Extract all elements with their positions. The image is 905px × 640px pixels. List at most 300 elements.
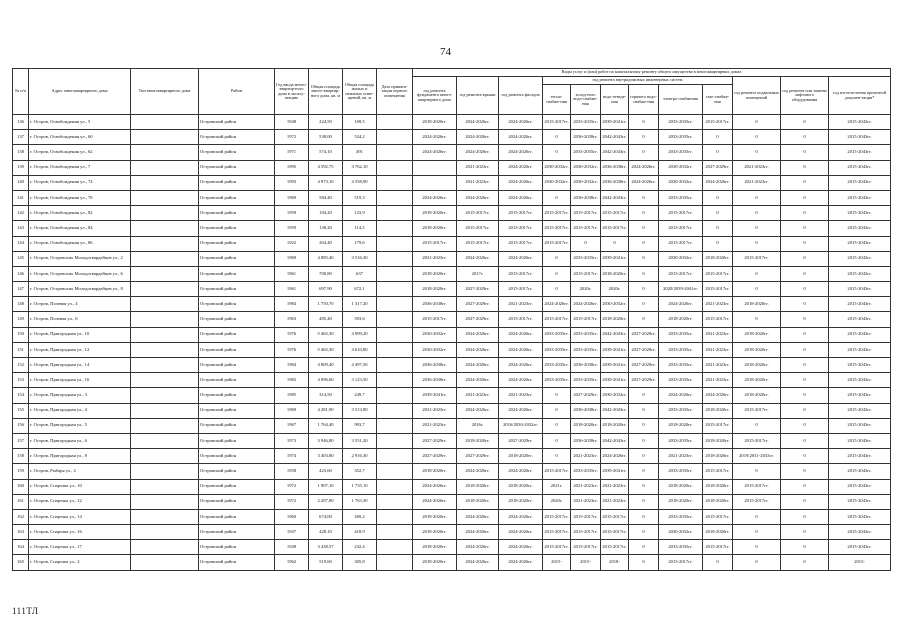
house-type-cell bbox=[131, 312, 199, 327]
cold-water-cell: 2015-2017гг. bbox=[571, 221, 601, 236]
gas-cell: 2027-2029гг. bbox=[703, 160, 733, 175]
total-area-cell: 697,90 bbox=[309, 282, 343, 297]
elevator-cell: 0 bbox=[781, 509, 829, 524]
foundation-cell bbox=[413, 175, 457, 190]
district-cell: Островский район bbox=[199, 418, 275, 433]
elevator-cell: 0 bbox=[781, 342, 829, 357]
electric-cell: 2024-2026гг. bbox=[659, 297, 703, 312]
address-cell: г. Остров, Освобождения ул., 76 bbox=[29, 190, 131, 205]
district-cell: Островский район bbox=[199, 190, 275, 205]
total-area-cell: 4 885,40 bbox=[309, 251, 343, 266]
electric-cell: 2033-2035гг. bbox=[659, 327, 703, 342]
docs-cell: 2015-2043гг. bbox=[829, 464, 891, 479]
sewer-cell: 2042-2043гг. bbox=[601, 190, 629, 205]
electric-cell: 2024-2026гг. bbox=[659, 388, 703, 403]
hot-water-cell: 0 bbox=[629, 221, 659, 236]
year-cell: 1963 bbox=[275, 312, 309, 327]
year-cell: 1972 bbox=[275, 130, 309, 145]
facade-cell: 2015-2017гг. bbox=[499, 282, 543, 297]
table-row bbox=[13, 266, 891, 281]
row-number: 154 bbox=[13, 388, 29, 403]
heat-cell: 2015-2017гг. bbox=[543, 464, 571, 479]
sewer-cell: 2039-2041гг. bbox=[601, 358, 629, 373]
table-row bbox=[13, 297, 891, 312]
facade-cell: 2015-2017гг. bbox=[499, 221, 543, 236]
house-type-cell bbox=[131, 388, 199, 403]
table-row bbox=[13, 494, 891, 509]
elevator-cell: 0 bbox=[781, 555, 829, 570]
docs-cell: 2015-2043гг. bbox=[829, 175, 891, 190]
header-roof: год ремонта крыши bbox=[457, 77, 499, 115]
sewer-cell: 2036-2038гг. bbox=[601, 175, 629, 190]
address-cell: г. Остров, Освобождения ул., 60 bbox=[29, 130, 131, 145]
basement-cell: 2018-2020гг. bbox=[733, 358, 781, 373]
cold-water-cell: 2024-2026гг. bbox=[571, 297, 601, 312]
roof-cell: 2018-2020гг. bbox=[457, 479, 499, 494]
year-cell: 1959 bbox=[275, 206, 309, 221]
foundation-cell: 2021-2023гг. bbox=[413, 418, 457, 433]
res-area-cell: 637 bbox=[343, 266, 377, 281]
docs-cell: 2015-2043гг. bbox=[829, 221, 891, 236]
gas-cell: 0 bbox=[703, 206, 733, 221]
cold-water-cell: 2015- bbox=[571, 555, 601, 570]
heat-cell: 2021г. bbox=[543, 479, 571, 494]
heat-cell: 2015-2017гг. bbox=[543, 206, 571, 221]
facade-cell: 2024-2026гг. bbox=[499, 358, 543, 373]
cold-water-cell: 2036-2038гг. bbox=[571, 403, 601, 418]
house-type-cell bbox=[131, 251, 199, 266]
docs-cell: 2015-2043гг. bbox=[829, 282, 891, 297]
facade-cell: 2015-2017гг. bbox=[499, 312, 543, 327]
gas-cell: 2021-2023гг. bbox=[703, 373, 733, 388]
roof-cell: 2027-2029гг. bbox=[457, 297, 499, 312]
table-row bbox=[13, 358, 891, 373]
total-area-cell: 423,60 bbox=[309, 464, 343, 479]
elevator-cell: 0 bbox=[781, 525, 829, 540]
sewer-cell: 2042-2043гг. bbox=[601, 130, 629, 145]
elevator-cell: 0 bbox=[781, 479, 829, 494]
basement-cell: 0 bbox=[733, 464, 781, 479]
row-number: 163 bbox=[13, 525, 29, 540]
total-area-cell: 700,80 bbox=[309, 266, 343, 281]
facade-cell: 2024-2026гг. bbox=[499, 251, 543, 266]
house-type-cell bbox=[131, 403, 199, 418]
year-cell: 1982 bbox=[275, 373, 309, 388]
address-cell: г. Остров, Освобождения ул., 62 bbox=[29, 145, 131, 160]
header-elevator: год ремонта или замены лифтового оборудования bbox=[781, 77, 829, 115]
res-area-cell: 3 123,50 bbox=[343, 373, 377, 388]
row-number: 144 bbox=[13, 236, 29, 251]
row-number: 164 bbox=[13, 540, 29, 555]
elevator-cell: 0 bbox=[781, 251, 829, 266]
basement-cell: 2018-2020гг. bbox=[733, 342, 781, 357]
sewer-cell: 2039-2041гг. bbox=[601, 342, 629, 357]
res-area-cell: 232,4 bbox=[343, 540, 377, 555]
year-cell: 1960 bbox=[275, 509, 309, 524]
foundation-cell bbox=[413, 160, 457, 175]
sewer-cell: 2015-2017гг. bbox=[601, 540, 629, 555]
year-cell: 1976 bbox=[275, 342, 309, 357]
foundation-cell: 2036-2038гг. bbox=[413, 358, 457, 373]
docs-cell: 2015-2043гг. bbox=[829, 525, 891, 540]
table-row bbox=[13, 221, 891, 236]
row-number: 152 bbox=[13, 358, 29, 373]
district-cell: Островский район bbox=[199, 297, 275, 312]
hot-water-cell: 0 bbox=[629, 251, 659, 266]
house-type-cell bbox=[131, 206, 199, 221]
address-cell: г. Остров, Полевая ул., 6 bbox=[29, 312, 131, 327]
facade-cell: 2024-2026гг. bbox=[499, 175, 543, 190]
res-area-cell: 305,8 bbox=[343, 555, 377, 570]
row-number: 146 bbox=[13, 266, 29, 281]
cold-water-cell: 2033-2035гг. bbox=[571, 342, 601, 357]
heat-cell: 0 bbox=[543, 418, 571, 433]
heat-cell: 0 bbox=[543, 282, 571, 297]
heat-cell: 2015-2017гг. bbox=[543, 221, 571, 236]
gas-cell: 0 bbox=[703, 145, 733, 160]
header-privat: Дата привати-зации первого помещения bbox=[377, 69, 413, 115]
header-address: Адрес многоквартирного дома bbox=[29, 69, 131, 115]
cold-water-cell: 2021-2023гг. bbox=[571, 479, 601, 494]
roof-cell: 2024-2026гг. bbox=[457, 373, 499, 388]
electric-cell: 2018-2020гг. bbox=[659, 479, 703, 494]
row-number: 158 bbox=[13, 449, 29, 464]
row-number: 148 bbox=[13, 297, 29, 312]
docs-cell: 2015-2043гг. bbox=[829, 494, 891, 509]
electric-cell: 2018-2020гг. bbox=[659, 418, 703, 433]
res-area-cell: 524,2 bbox=[343, 130, 377, 145]
district-cell: Островский район bbox=[199, 236, 275, 251]
district-cell: Островский район bbox=[199, 433, 275, 448]
privat-cell bbox=[377, 145, 413, 160]
total-area-cell: 194,20 bbox=[309, 206, 343, 221]
facade-cell: 2024-2026гг. bbox=[499, 373, 543, 388]
cold-water-cell: 2015-2017гг. bbox=[571, 266, 601, 281]
cold-water-cell: 2036-2038гг. bbox=[571, 358, 601, 373]
elevator-cell: 0 bbox=[781, 206, 829, 221]
foundation-cell: 2024-2026гг. bbox=[413, 190, 457, 205]
docs-cell: 2015-2043гг. bbox=[829, 115, 891, 130]
docs-cell: 2015-2043гг. bbox=[829, 160, 891, 175]
total-area-cell: 2 207,80 bbox=[309, 494, 343, 509]
cold-water-cell: 2015-2017гг. bbox=[571, 525, 601, 540]
sewer-cell: 2039-2041гг. bbox=[601, 115, 629, 130]
electric-cell: 2021-2023гг. bbox=[659, 449, 703, 464]
docs-cell: 2015-2043гг. bbox=[829, 236, 891, 251]
header-hot-water: горячего водо-снабже-ния bbox=[629, 85, 659, 115]
foundation-cell: 2030-2032гг. bbox=[413, 327, 457, 342]
table-row bbox=[13, 433, 891, 448]
house-type-cell bbox=[131, 555, 199, 570]
district-cell: Островский район bbox=[199, 266, 275, 281]
address-cell: г. Остров, Спартака ул., 17 bbox=[29, 540, 131, 555]
roof-cell: 2021-2023гг. bbox=[457, 388, 499, 403]
heat-cell: 2015- bbox=[543, 555, 571, 570]
gas-cell: 2021-2023гг. bbox=[703, 342, 733, 357]
row-number: 137 bbox=[13, 130, 29, 145]
elevator-cell: 0 bbox=[781, 236, 829, 251]
foundation-cell: 2018-2020гг. bbox=[413, 266, 457, 281]
house-type-cell bbox=[131, 221, 199, 236]
facade-cell: 2024-2026гг. bbox=[499, 555, 543, 570]
res-area-cell: 1 763,30 bbox=[343, 494, 377, 509]
address-cell: г. Остров, Пригородная ул., 5 bbox=[29, 418, 131, 433]
cold-water-cell: 2018-2020гг. bbox=[571, 418, 601, 433]
sewer-cell: 2024-2026гг. bbox=[601, 449, 629, 464]
house-type-cell bbox=[131, 479, 199, 494]
electric-cell: 2030-2032гг. bbox=[659, 251, 703, 266]
district-cell: Островский район bbox=[199, 342, 275, 357]
hot-water-cell: 0 bbox=[629, 479, 659, 494]
hot-water-cell: 0 bbox=[629, 449, 659, 464]
district-cell: Островский район bbox=[199, 145, 275, 160]
gas-cell: 2015-2017гг. bbox=[703, 282, 733, 297]
roof-cell: 2027-2029гг. bbox=[457, 282, 499, 297]
privat-cell bbox=[377, 525, 413, 540]
header-cold-water: холод-ного водо-снабже-ния bbox=[571, 85, 601, 115]
district-cell: Островский район bbox=[199, 479, 275, 494]
table-row bbox=[13, 206, 891, 221]
address-cell: г. Остров, Освобождения ул., 84 bbox=[29, 221, 131, 236]
res-area-cell: 4 497,50 bbox=[343, 358, 377, 373]
address-cell: г. Остров, Спартака ул., 14 bbox=[29, 509, 131, 524]
cold-water-cell: 2027-2029гг. bbox=[571, 388, 601, 403]
table-row bbox=[13, 449, 891, 464]
roof-cell: 2024-2026гг. bbox=[457, 464, 499, 479]
table-row bbox=[13, 479, 891, 494]
hot-water-cell: 2024-2026гг. bbox=[629, 175, 659, 190]
house-type-cell bbox=[131, 509, 199, 524]
row-number: 149 bbox=[13, 312, 29, 327]
row-number: 159 bbox=[13, 464, 29, 479]
year-cell: 1959 bbox=[275, 221, 309, 236]
address-cell: г. Остров, Островских Молодогвардейцев ул., 6 bbox=[29, 266, 131, 281]
header-foundation: год ремонта фундамента много-квартирного дома bbox=[413, 77, 457, 115]
footer-code: 111ТЛ bbox=[12, 606, 39, 616]
address-cell: г. Остров, Рыбаря ул., 2 bbox=[29, 464, 131, 479]
elevator-cell: 0 bbox=[781, 433, 829, 448]
res-area-cell: 672,1 bbox=[343, 282, 377, 297]
table-row bbox=[13, 145, 891, 160]
hot-water-cell: 0 bbox=[629, 509, 659, 524]
heat-cell: 2033-2035гг. bbox=[543, 342, 571, 357]
docs-cell: 2015-2043гг. bbox=[829, 130, 891, 145]
page-number: 74 bbox=[440, 46, 451, 58]
cold-water-cell: 2015-2017гг. bbox=[571, 312, 601, 327]
elevator-cell: 0 bbox=[781, 464, 829, 479]
electric-cell: 2030-2032гг. bbox=[659, 160, 703, 175]
basement-cell: 0 bbox=[733, 130, 781, 145]
table-row bbox=[13, 175, 891, 190]
roof-cell: 2024-2026гг. bbox=[457, 555, 499, 570]
docs-cell: 2015-2043гг. bbox=[829, 297, 891, 312]
gas-cell: 0 bbox=[703, 190, 733, 205]
district-cell: Островский район bbox=[199, 251, 275, 266]
row-number: 145 bbox=[13, 251, 29, 266]
address-cell: г. Остров, Спартака ул., 12 bbox=[29, 494, 131, 509]
year-cell: 1961 bbox=[275, 266, 309, 281]
heat-cell: 2015-2017гг. bbox=[543, 509, 571, 524]
elevator-cell: 0 bbox=[781, 373, 829, 388]
heat-cell: 0 bbox=[543, 266, 571, 281]
basement-cell: 2021-2023гг. bbox=[733, 160, 781, 175]
heat-cell: 2015-2017гг. bbox=[543, 540, 571, 555]
total-area-cell: 224,50 bbox=[309, 115, 343, 130]
year-cell: 1976 bbox=[275, 327, 309, 342]
cold-water-cell: 2021-2023гг. bbox=[571, 494, 601, 509]
house-type-cell bbox=[131, 297, 199, 312]
address-cell: г. Остров, Освобождения ул., 74 bbox=[29, 175, 131, 190]
address-cell: г. Остров, Полевая ул., 4 bbox=[29, 297, 131, 312]
header-year: Год ввода много-квартир-ного дома в эксплу-атацию bbox=[275, 69, 309, 115]
sewer-cell: 2018- bbox=[601, 555, 629, 570]
privat-cell bbox=[377, 160, 413, 175]
roof-cell: 2024-2026гг. bbox=[457, 509, 499, 524]
docs-cell: 2015-2043гг. bbox=[829, 190, 891, 205]
hot-water-cell: 2027-2029гг. bbox=[629, 373, 659, 388]
electric-cell: 2020/2039-2041гг. bbox=[659, 282, 703, 297]
sewer-cell: 2030-2032гг. bbox=[601, 388, 629, 403]
facade-cell: 2024-2026гг. bbox=[499, 190, 543, 205]
header-total-area: Общая площадь много-квартир-ного дома, кв. м bbox=[309, 69, 343, 115]
district-cell: Островский район bbox=[199, 373, 275, 388]
cold-water-cell: 2030-2032гг. bbox=[571, 160, 601, 175]
foundation-cell: 2024-2026гг. bbox=[413, 145, 457, 160]
foundation-cell: 2024-2026гг. bbox=[413, 130, 457, 145]
roof-cell: 2027-2029гг. bbox=[457, 312, 499, 327]
facade-cell: 2015-2017гг. bbox=[499, 206, 543, 221]
docs-cell: 2015-2043гг. bbox=[829, 449, 891, 464]
hot-water-cell: 0 bbox=[629, 282, 659, 297]
table-row bbox=[13, 282, 891, 297]
basement-cell: 2018-2020гг. bbox=[733, 373, 781, 388]
res-area-cell: 4 558,90 bbox=[343, 175, 377, 190]
gas-cell: 2018-2020гг. bbox=[703, 433, 733, 448]
hot-water-cell: 0 bbox=[629, 130, 659, 145]
elevator-cell: 0 bbox=[781, 175, 829, 190]
sewer-cell: 2018-2020гг. bbox=[601, 312, 629, 327]
docs-cell: 2015-2043гг. bbox=[829, 373, 891, 388]
gas-cell: 2015-2017гг. bbox=[703, 266, 733, 281]
house-type-cell bbox=[131, 327, 199, 342]
hot-water-cell: 0 bbox=[629, 236, 659, 251]
sewer-cell: 0 bbox=[601, 236, 629, 251]
row-number: 140 bbox=[13, 175, 29, 190]
basement-cell: 2015-2017гг. bbox=[733, 403, 781, 418]
basement-cell: 0 bbox=[733, 190, 781, 205]
total-area-cell: 4 096,60 bbox=[309, 373, 343, 388]
hot-water-cell: 0 bbox=[629, 555, 659, 570]
sewer-cell: 2039-2041гг. bbox=[601, 464, 629, 479]
gas-cell: 2018-2020гг. bbox=[703, 494, 733, 509]
table-row bbox=[13, 403, 891, 418]
res-area-cell: 3 551,20 bbox=[343, 433, 377, 448]
header-heat: тепло-снабже-ния bbox=[543, 85, 571, 115]
district-cell: Островский район bbox=[199, 525, 275, 540]
gas-cell: 2021-2023гг. bbox=[703, 358, 733, 373]
docs-cell: 2015-2043гг. bbox=[829, 312, 891, 327]
facade-cell: 2024-2026гг. bbox=[499, 540, 543, 555]
facade-cell: 2024-2026гг. bbox=[499, 403, 543, 418]
privat-cell bbox=[377, 297, 413, 312]
basement-cell: 0 bbox=[733, 206, 781, 221]
privat-cell bbox=[377, 251, 413, 266]
cold-water-cell: 2033-2035гг. bbox=[571, 115, 601, 130]
gas-cell: 2018-2020гг. bbox=[703, 449, 733, 464]
roof-cell: 2024-2026гг. bbox=[457, 251, 499, 266]
house-type-cell bbox=[131, 145, 199, 160]
table-row bbox=[13, 509, 891, 524]
roof-cell: 2017г. bbox=[457, 266, 499, 281]
district-cell: Островский район bbox=[199, 282, 275, 297]
district-cell: Островский район bbox=[199, 175, 275, 190]
table-row bbox=[13, 418, 891, 433]
house-type-cell bbox=[131, 160, 199, 175]
table-row bbox=[13, 130, 891, 145]
address-cell: г. Остров, Освобождения ул., 86 bbox=[29, 236, 131, 251]
district-cell: Островский район bbox=[199, 130, 275, 145]
header-works-group: Виды услуг и (или) работ по капитальному ремонту общего имущества в многоквартирных домах bbox=[413, 69, 891, 77]
electric-cell: 2015-2017гг. bbox=[659, 221, 703, 236]
row-number: 161 bbox=[13, 494, 29, 509]
roof-cell: 2015-2017гг. bbox=[457, 221, 499, 236]
gas-cell: 0 bbox=[703, 555, 733, 570]
heat-cell: 2015-2017гг. bbox=[543, 115, 571, 130]
res-area-cell: 393,6 bbox=[343, 312, 377, 327]
electric-cell: 2033-2035гг. bbox=[659, 130, 703, 145]
table-header bbox=[13, 69, 891, 115]
year-cell: 1958 bbox=[275, 464, 309, 479]
roof-cell: 2027-2029гг. bbox=[457, 449, 499, 464]
address-cell: г. Остров, Островских Молодогвардейцев ул., 8 bbox=[29, 282, 131, 297]
res-area-cell: 3 513,80 bbox=[343, 403, 377, 418]
sewer-cell: 2018-2020гг. bbox=[601, 266, 629, 281]
header-basement: год ремонта подвальных помещений bbox=[733, 77, 781, 115]
district-cell: Островский район bbox=[199, 312, 275, 327]
address-cell: г. Остров, Освобождения ул., 5 bbox=[29, 115, 131, 130]
foundation-cell: 2015-2017гг. bbox=[413, 236, 457, 251]
row-number: 138 bbox=[13, 145, 29, 160]
foundation-cell: 2018-2020гг. bbox=[413, 115, 457, 130]
total-area-cell: 485,40 bbox=[309, 312, 343, 327]
res-area-cell: 1 317,20 bbox=[343, 297, 377, 312]
basement-cell: 2018-2020гг. bbox=[733, 327, 781, 342]
elevator-cell: 0 bbox=[781, 115, 829, 130]
total-area-cell: 5 465,30 bbox=[309, 327, 343, 342]
row-number: 143 bbox=[13, 221, 29, 236]
privat-cell bbox=[377, 115, 413, 130]
foundation-cell: 2036-2038гг. bbox=[413, 297, 457, 312]
foundation-cell: 2024-2026гг. bbox=[413, 479, 457, 494]
total-area-cell: 4 281,90 bbox=[309, 403, 343, 418]
res-area-cell: 3 516,30 bbox=[343, 251, 377, 266]
basement-cell: 0 bbox=[733, 418, 781, 433]
district-cell: Островский район bbox=[199, 115, 275, 130]
year-cell: 1984 bbox=[275, 297, 309, 312]
table-row bbox=[13, 251, 891, 266]
header-gas: газо-снабже-ния bbox=[703, 85, 733, 115]
docs-cell: 2015-2043гг. bbox=[829, 145, 891, 160]
sewer-cell: 2020г. bbox=[601, 282, 629, 297]
row-number: 151 bbox=[13, 342, 29, 357]
district-cell: Островский район bbox=[199, 403, 275, 418]
total-area-cell: 1 764,40 bbox=[309, 418, 343, 433]
house-type-cell bbox=[131, 464, 199, 479]
year-cell: 1948 bbox=[275, 115, 309, 130]
roof-cell: 2024-2026гг. bbox=[457, 130, 499, 145]
privat-cell bbox=[377, 221, 413, 236]
docs-cell: 2015-2043гг. bbox=[829, 418, 891, 433]
